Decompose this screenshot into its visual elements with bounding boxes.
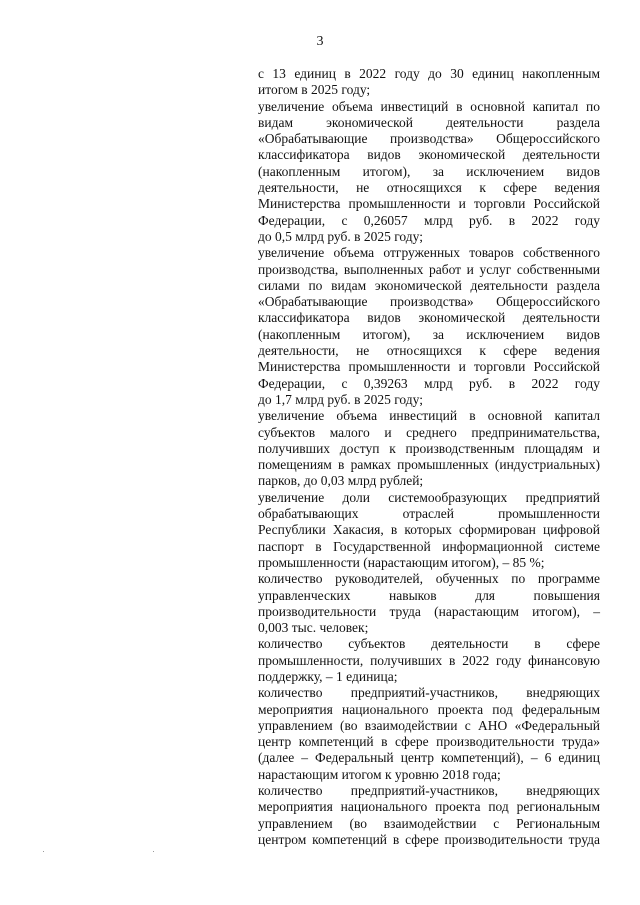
text-line: управленческих навыков для повышения: [258, 587, 600, 603]
text-line: субъектов малого и среднего предпринимательства,: [258, 424, 600, 440]
text-line: нарастающим итогом к уровню 2018 года;: [258, 766, 501, 782]
text-line: Республики Хакасия, в которых сформирован цифровой: [258, 522, 600, 538]
text-line: увеличение объема отгруженных товаров собственного: [258, 245, 600, 261]
text-line: «Обрабатывающие производства» Общероссийского: [258, 294, 600, 310]
text-line: 0,003 тыс. человек;: [258, 620, 369, 636]
text-line: классификатора видов экономической деятельности: [258, 310, 600, 326]
text-line: количество субъектов деятельности в сфере: [258, 636, 600, 652]
text-line: получивших доступ к производственным площадям и: [258, 440, 600, 456]
text-line: увеличение объема инвестиций в основной капитал: [258, 408, 600, 424]
text-line: обрабатывающих отраслей промышленности: [258, 506, 600, 522]
text-line: увеличение объема инвестиций в основной капитал по: [258, 98, 600, 114]
text-line: управлением (во взаимодействии с Региональным: [258, 815, 600, 831]
text-line: увеличение доли системообразующих предприятий: [258, 489, 600, 505]
text-line: мероприятия национального проекта под региональным: [258, 799, 600, 815]
text-line: количество руководителей, обученных по программе: [258, 571, 600, 587]
text-line: деятельности, не относящихся к сфере ведения: [258, 343, 600, 359]
text-line: классификатора видов экономической деятельности: [258, 147, 600, 163]
text-line: центр компетенций в сфере производительности труда»: [258, 734, 600, 750]
text-line: силами по видам экономической деятельности раздела: [258, 277, 600, 293]
scan-speck: [153, 851, 154, 852]
text-line: мероприятия национального проекта под федеральным: [258, 701, 600, 717]
text-line: с 13 единиц в 2022 году до 30 единиц накопленным: [258, 66, 600, 81]
text-line: промышленности (нарастающим итогом), – 85 %;: [258, 554, 545, 570]
text-line: помещениям в рамках промышленных (индустриальных): [258, 457, 600, 473]
body-text-column: [258, 66, 600, 848]
text-line: видам экономической деятельности раздела: [258, 114, 600, 130]
text-line: деятельности, не относящихся к сфере ведения: [258, 180, 600, 196]
text-line: до 0,5 млрд руб. в 2025 году;: [258, 228, 423, 244]
text-line: Министерства промышленности и торговли Российской: [258, 359, 600, 375]
text-line: Федерации, с 0,26057 млрд руб. в 2022 году: [258, 212, 600, 228]
page-number: 3: [316, 34, 324, 49]
text-line: промышленности, получивших в 2022 году финансовую: [258, 652, 600, 668]
text-line: центром компетенций в сфере производительности труда: [258, 831, 600, 847]
text-line: парков, до 0,03 млрд рублей;: [258, 473, 424, 489]
text-line: итогом в 2025 году;: [258, 82, 371, 98]
text-line: производства, выполненных работ и услуг собственными: [258, 261, 600, 277]
scan-speck: [43, 851, 44, 852]
text-line: (накопленным итогом), за исключением видов: [258, 163, 600, 179]
text-line: управлением (во взаимодействии с АНО «Федеральный: [258, 717, 600, 733]
text-line: производительности труда (нарастающим итогом), –: [258, 603, 600, 619]
text-line: количество предприятий-участников, внедряющих: [258, 685, 600, 701]
text-line: (далее – Федеральный центр компетенций), – 6 единиц: [258, 750, 600, 766]
text-line: количество предприятий-участников, внедряющих: [258, 783, 600, 799]
text-line: поддержку, – 1 единица;: [258, 668, 398, 684]
text-line: (накопленным итогом), за исключением видов: [258, 326, 600, 342]
text-line: Федерации, с 0,39263 млрд руб. в 2022 году: [258, 375, 600, 391]
text-line: Министерства промышленности и торговли Российской: [258, 196, 600, 212]
text-line: «Обрабатывающие производства» Общероссийского: [258, 131, 600, 147]
text-line: до 1,7 млрд руб. в 2025 году;: [258, 391, 423, 407]
text-line: паспорт в Государственной информационной системе: [258, 538, 600, 554]
